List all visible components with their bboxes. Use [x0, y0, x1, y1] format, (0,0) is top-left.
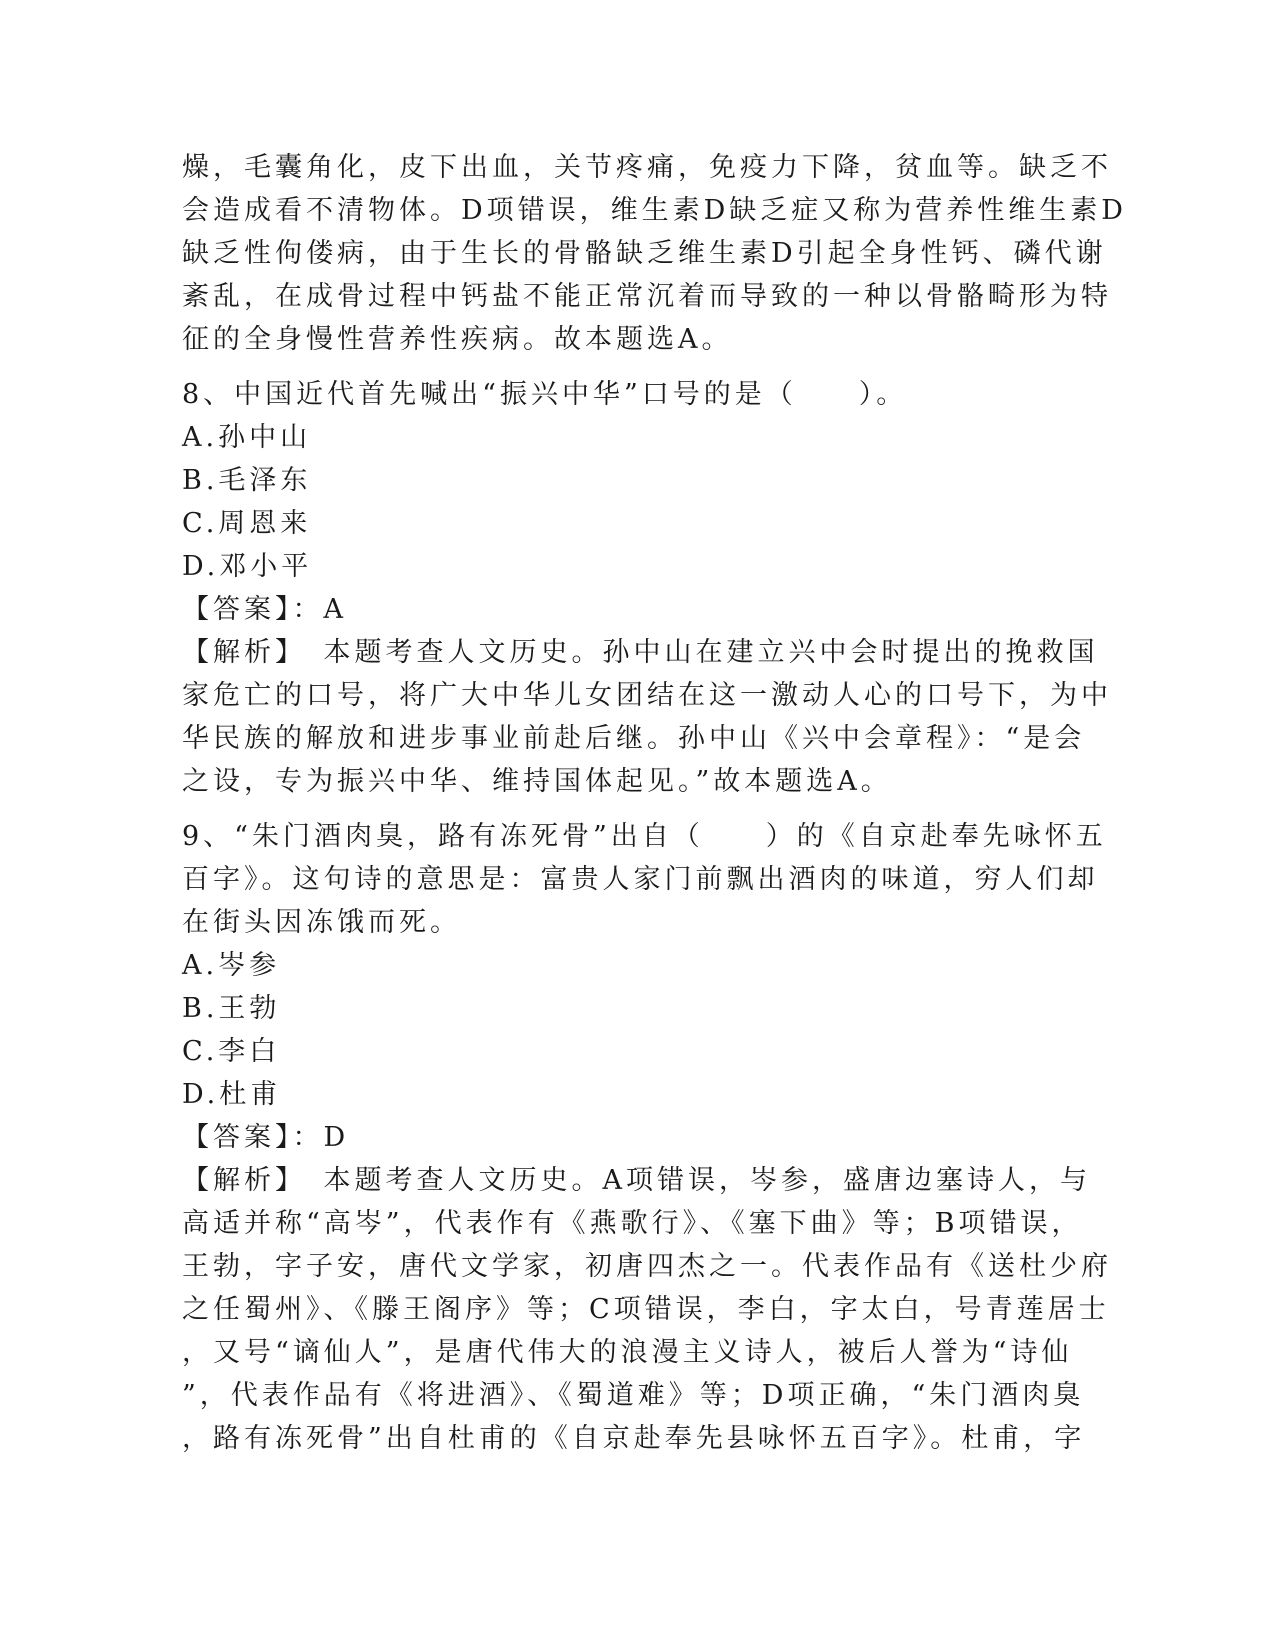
analysis-line: 华民族的解放和进步事业前赴后继。孙中山《兴中会章程》：“是会 — [182, 723, 1086, 754]
text-line: 燥，毛囊角化，皮下出血，关节疼痛，免疫力下降，贫血等。缺乏不 — [182, 152, 1112, 183]
document-page — [182, 146, 1127, 1460]
analysis-line: ，又号“谪仙人”，是唐代伟大的浪漫主义诗人，被后人誉为“诗仙 — [182, 1337, 1073, 1368]
option-d: D.杜甫 — [182, 1079, 282, 1110]
text-line: 征的全身慢性营养性疾病。故本题选A。 — [182, 324, 733, 355]
question-text: 8、中国近代首先喊出“振兴中华”口号的是（ ）。 — [182, 379, 908, 410]
option-d: D.邓小平 — [182, 551, 313, 582]
question-text: 在街头因冻饿而死。 — [182, 907, 461, 938]
text-line: 会造成看不清物体。D项错误，维生素D缺乏症又称为营养性维生素D — [182, 195, 1127, 226]
question-text: 百字》。这句诗的意思是：富贵人家门前飘出酒肉的味道，穷人们却 — [182, 864, 1099, 895]
text-line: 紊乱，在成骨过程中钙盐不能正常沉着而导致的一种以骨骼畸形为特 — [182, 281, 1112, 312]
spacer — [182, 803, 1042, 815]
intro-paragraph — [182, 146, 1127, 361]
answer-line: 【答案】：A — [182, 594, 347, 625]
question-text: 9、“朱门酒肉臭，路有冻死骨”出自（ ）的《自京赴奉先咏怀五 — [182, 821, 1107, 852]
option-c: C.周恩来 — [182, 508, 312, 539]
analysis-line: 高适并称“高岑”，代表作有《燕歌行》、《塞下曲》等；B项错误， — [182, 1208, 1083, 1239]
analysis-line: 【解析】 本题考查人文历史。孙中山在建立兴中会时提出的挽救国 — [182, 637, 1099, 668]
analysis-line: 【解析】 本题考查人文历史。A项错误，岑参，盛唐边塞诗人，与 — [182, 1165, 1091, 1196]
analysis-line: ，路有冻死骨”出自杜甫的《自京赴奉先县咏怀五百字》。杜甫，字 — [182, 1423, 1086, 1454]
text-line: 缺乏性佝偻病，由于生长的骨骼缺乏维生素D引起全身性钙、磷代谢 — [182, 238, 1107, 269]
option-b: B.王勃 — [182, 993, 281, 1024]
analysis-line: ”，代表作品有《将进酒》、《蜀道难》等；D项正确，“朱门酒肉臭 — [182, 1380, 1085, 1411]
answer-line: 【答案】：D — [182, 1122, 350, 1153]
option-a: A.孙中山 — [182, 422, 312, 453]
option-a: A.岑参 — [182, 950, 281, 981]
option-c: C.李白 — [182, 1036, 281, 1067]
question-9 — [182, 815, 1112, 1460]
analysis-line: 之设，专为振兴中华、维持国体起见。”故本题选A。 — [182, 766, 892, 797]
question-8 — [182, 373, 1112, 803]
analysis-line: 王勃，字子安，唐代文学家，初唐四杰之一。代表作品有《送杜少府 — [182, 1251, 1112, 1282]
spacer — [182, 361, 1042, 373]
option-b: B.毛泽东 — [182, 465, 312, 496]
analysis-line: 家危亡的口号，将广大中华儿女团结在这一激动人心的口号下，为中 — [182, 680, 1112, 711]
analysis-line: 之任蜀州》、《滕王阁序》等；C项错误，李白，字太白，号青莲居士 — [182, 1294, 1110, 1325]
